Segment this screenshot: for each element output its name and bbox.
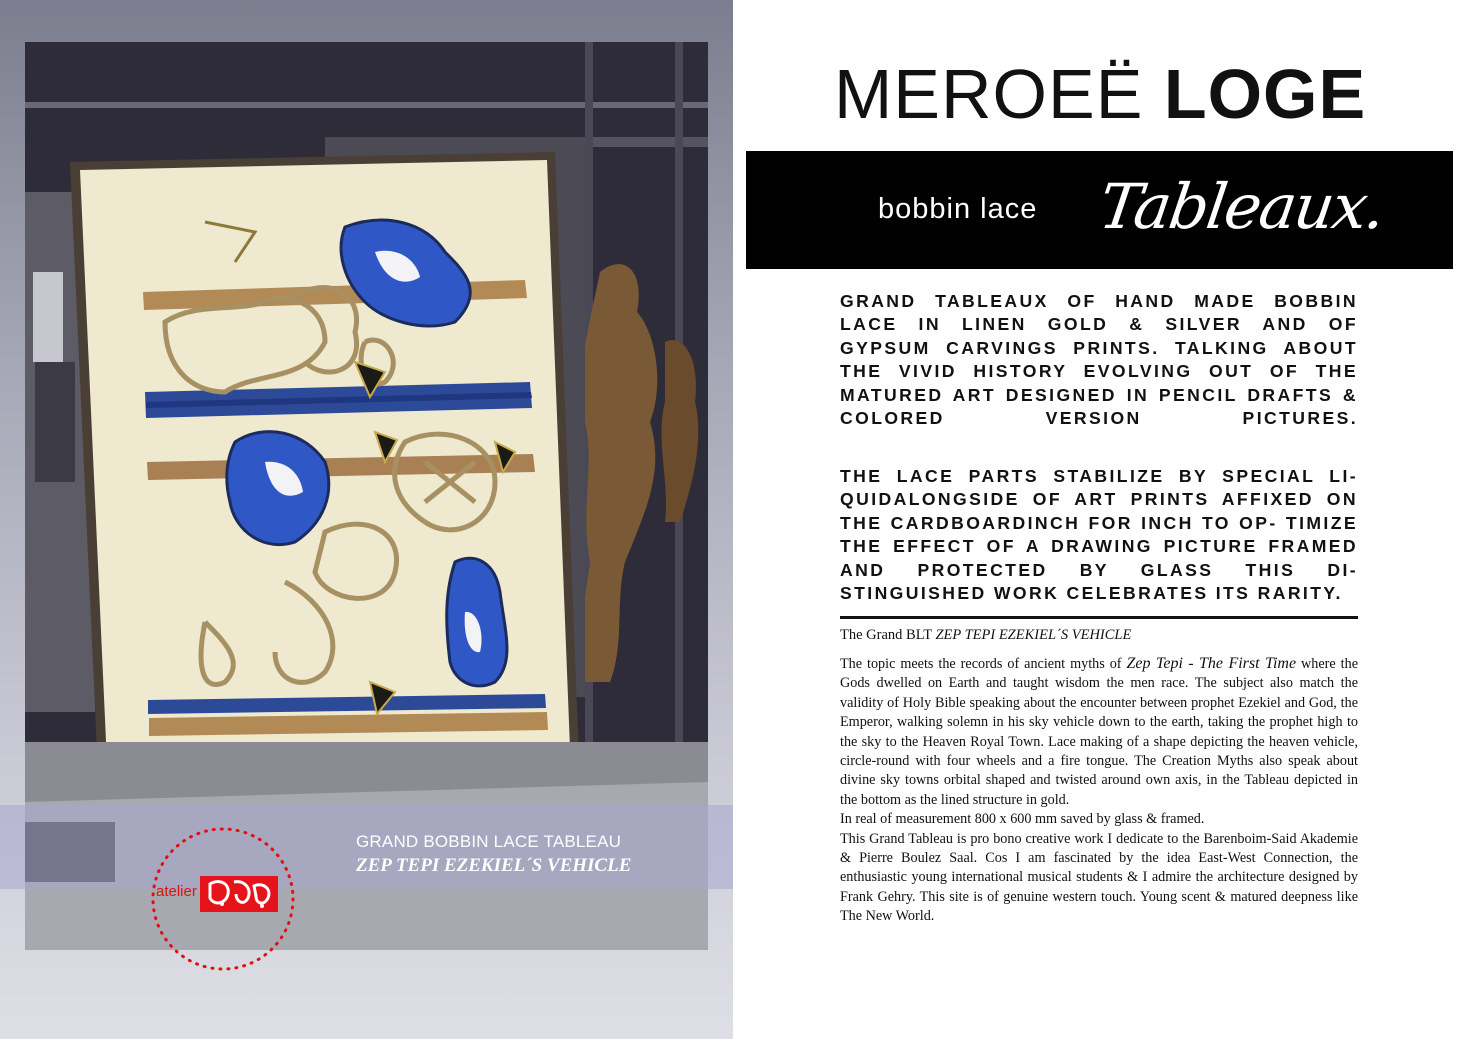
section-divider bbox=[840, 616, 1358, 619]
atelier-logo-text: atelier bbox=[156, 883, 197, 900]
body-p1-rest: where the Gods dwelled on Earth and taught wisdom the men race. The subject also match the validity of Holy Bible speaking about the encounter between prophet Ezekiel and God, the Emperor, walking solemn in his sky vehicle down to the earth, taking the prophet high to the sky to the Heaven Royal Town. Lace making of a shape depicting the heaven vehicle, circle-round with four wheels and a fire tongue. The Creation Myths also speak about divine sky towns orbital shaped and twisted around own axis, in the Tableau depicted in the bottom as the lined structure in gold. bbox=[840, 656, 1358, 808]
brand-title-part2: LOGE bbox=[1163, 55, 1367, 133]
description-body bbox=[840, 654, 1358, 927]
atelier-logo-mark bbox=[200, 876, 278, 912]
body-paragraph-1 bbox=[840, 654, 1358, 810]
body-intro-emphasis: Zep Tepi - The First Time bbox=[1126, 655, 1297, 672]
artwork-subtitle bbox=[840, 627, 1131, 644]
subtitle-italic: ZEP TEPI EZEKIEL´S VEHICLE bbox=[935, 627, 1132, 643]
subtitle-plain: The Grand BLT bbox=[840, 627, 936, 643]
brand-title-part1: MEROEË bbox=[834, 55, 1144, 133]
caption-subtitle: ZEP TEPI EZEKIEL´S VEHICLE bbox=[356, 855, 632, 876]
logo-glyph-icon bbox=[200, 876, 278, 912]
intro-paragraph-2: THE LACE PARTS STABILIZE BY SPECIAL LI- QUIDALONGSIDE OF ART PRINTS AFFIXED ON THE CARDBOARDINCH FOR INCH TO OP- TIMIZE THE EFFECT OF A DRAWING PICTURE FRAMED AND PROTECTED BY GLASS THIS DI- STINGUISHED WORK CELEBRATES ITS RARITY. bbox=[840, 466, 1358, 604]
body-paragraph-2: In real of measurement 800 x 600 mm saved by glass & framed. bbox=[840, 811, 1205, 828]
brand-title bbox=[834, 52, 1366, 136]
body-intro: The topic meets the records of ancient myths of bbox=[840, 656, 1127, 672]
body-paragraph-3: This Grand Tableau is pro bono creative work I dedicate to the Barenboim-Said Akademie & Pierre Boulez Saal. Cos I am fascinated by the idea East-West Connection, the enthusiastic young international musical students & I admire the architecture designed by Frank Gehry. This site is of genuine western touch. Young scent & matured deepness like The New World. bbox=[840, 830, 1358, 925]
banner-bobbin-lace: bobbin lace bbox=[878, 193, 1038, 225]
intro-paragraph-1: GRAND TABLEAUX OF HAND MADE BOBBIN LACE IN LINEN GOLD & SILVER AND OF GYPSUM CARVINGS PRINTS. TALKING ABOUT THE VIVID HISTORY EVOLVING OUT OF THE MATURED ART DESIGNED IN PENCIL DRAFTS & COLORED VERSION PICTURES. bbox=[840, 291, 1358, 429]
banner-tableaux-script: Tableaux. bbox=[1094, 170, 1389, 243]
caption-title: GRAND BOBBIN LACE TABLEAU bbox=[356, 832, 622, 851]
